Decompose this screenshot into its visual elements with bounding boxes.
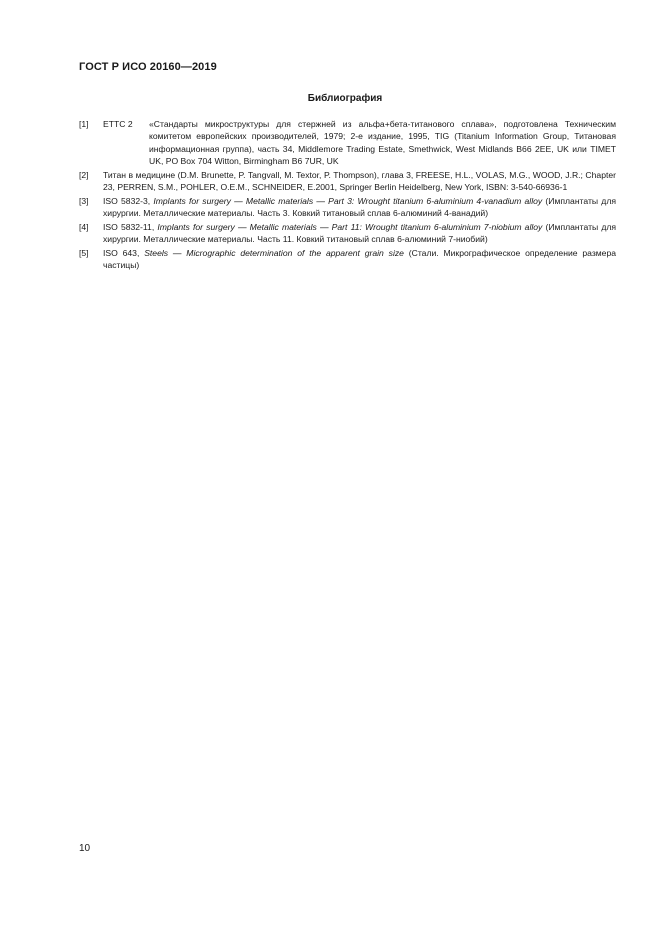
reference-prefix: ISO 5832-3, [103, 195, 151, 206]
reference-text: «Стандарты микроструктуры для стержней из альфа+бета-титанового сплава», подготовлена Техническим комитетом европейских производителей, 1979; 2-е издание, 1995, TIG (Titanium Information Group, Титановая информационная группа), часть 34, Middlemore Trading Estate, Smethwick, West Midlands B66 2EE, UK или TIMET UK, PO Box 704 Witton, Birmingham B6 7UR, UK [149, 119, 616, 166]
reference-item-3 [79, 195, 616, 220]
reference-title: Steels — Micrographic determination of the apparent grain size [144, 247, 404, 258]
reference-number: [2] [79, 169, 89, 180]
reference-suffix: (Имплантаты для хирургии. Металлические материалы. Часть 11. Ковкий титановый сплав 6-алюминий 7-ниобий) [103, 221, 617, 245]
reference-item-1 [79, 118, 616, 167]
reference-number: [5] [79, 247, 89, 258]
reference-item-2 [79, 169, 616, 194]
reference-text [103, 221, 616, 246]
reference-title: Implants for surgery — Metallic materials — Part 3: Wrought titanium 6-aluminium 4-vanadium alloy [153, 195, 543, 206]
page-number: 10 [79, 843, 91, 854]
reference-suffix: (Стали. Микрографическое определение размера частицы) [103, 247, 617, 271]
reference-number: [1] [79, 119, 89, 129]
reference-text [103, 195, 616, 220]
reference-item-5 [79, 247, 616, 272]
reference-code: ETTC 2 [103, 119, 133, 129]
bibliography-title: Библиография [307, 93, 383, 104]
reference-text: Титан в медицине (D.M. Brunette, P. Tangvall, M. Textor, P. Thompson), глава 3, FREESE, H.L., VOLAS, M.G., WOOD, J.R.; Chapter 23, PERREN, S.M., POHLER, O.E.M., SCHNEIDER, E.2001, Springer Berlin Heidelberg, New York, ISBN: 3-540-66936-1 [103, 169, 616, 192]
bibliography-list [79, 118, 616, 273]
reference-number: [3] [79, 195, 89, 206]
reference-number: [4] [79, 221, 89, 232]
reference-text [103, 247, 616, 272]
reference-suffix: (Имплантаты для хирургии. Металлические материалы. Часть 3. Ковкий титановый сплав 6-алюминий 4-ванадий) [103, 195, 616, 219]
reference-prefix: ISO 643, [103, 247, 140, 258]
reference-prefix: ISO 5832-11, [103, 221, 155, 232]
document-header: ГОСТ Р ИСО 20160—2019 [79, 61, 217, 73]
reference-item-4 [79, 221, 616, 246]
reference-title: Implants for surgery — Metallic materials — Part 11: Wrought titanium 6-aluminium 7-niobium alloy [157, 221, 543, 232]
